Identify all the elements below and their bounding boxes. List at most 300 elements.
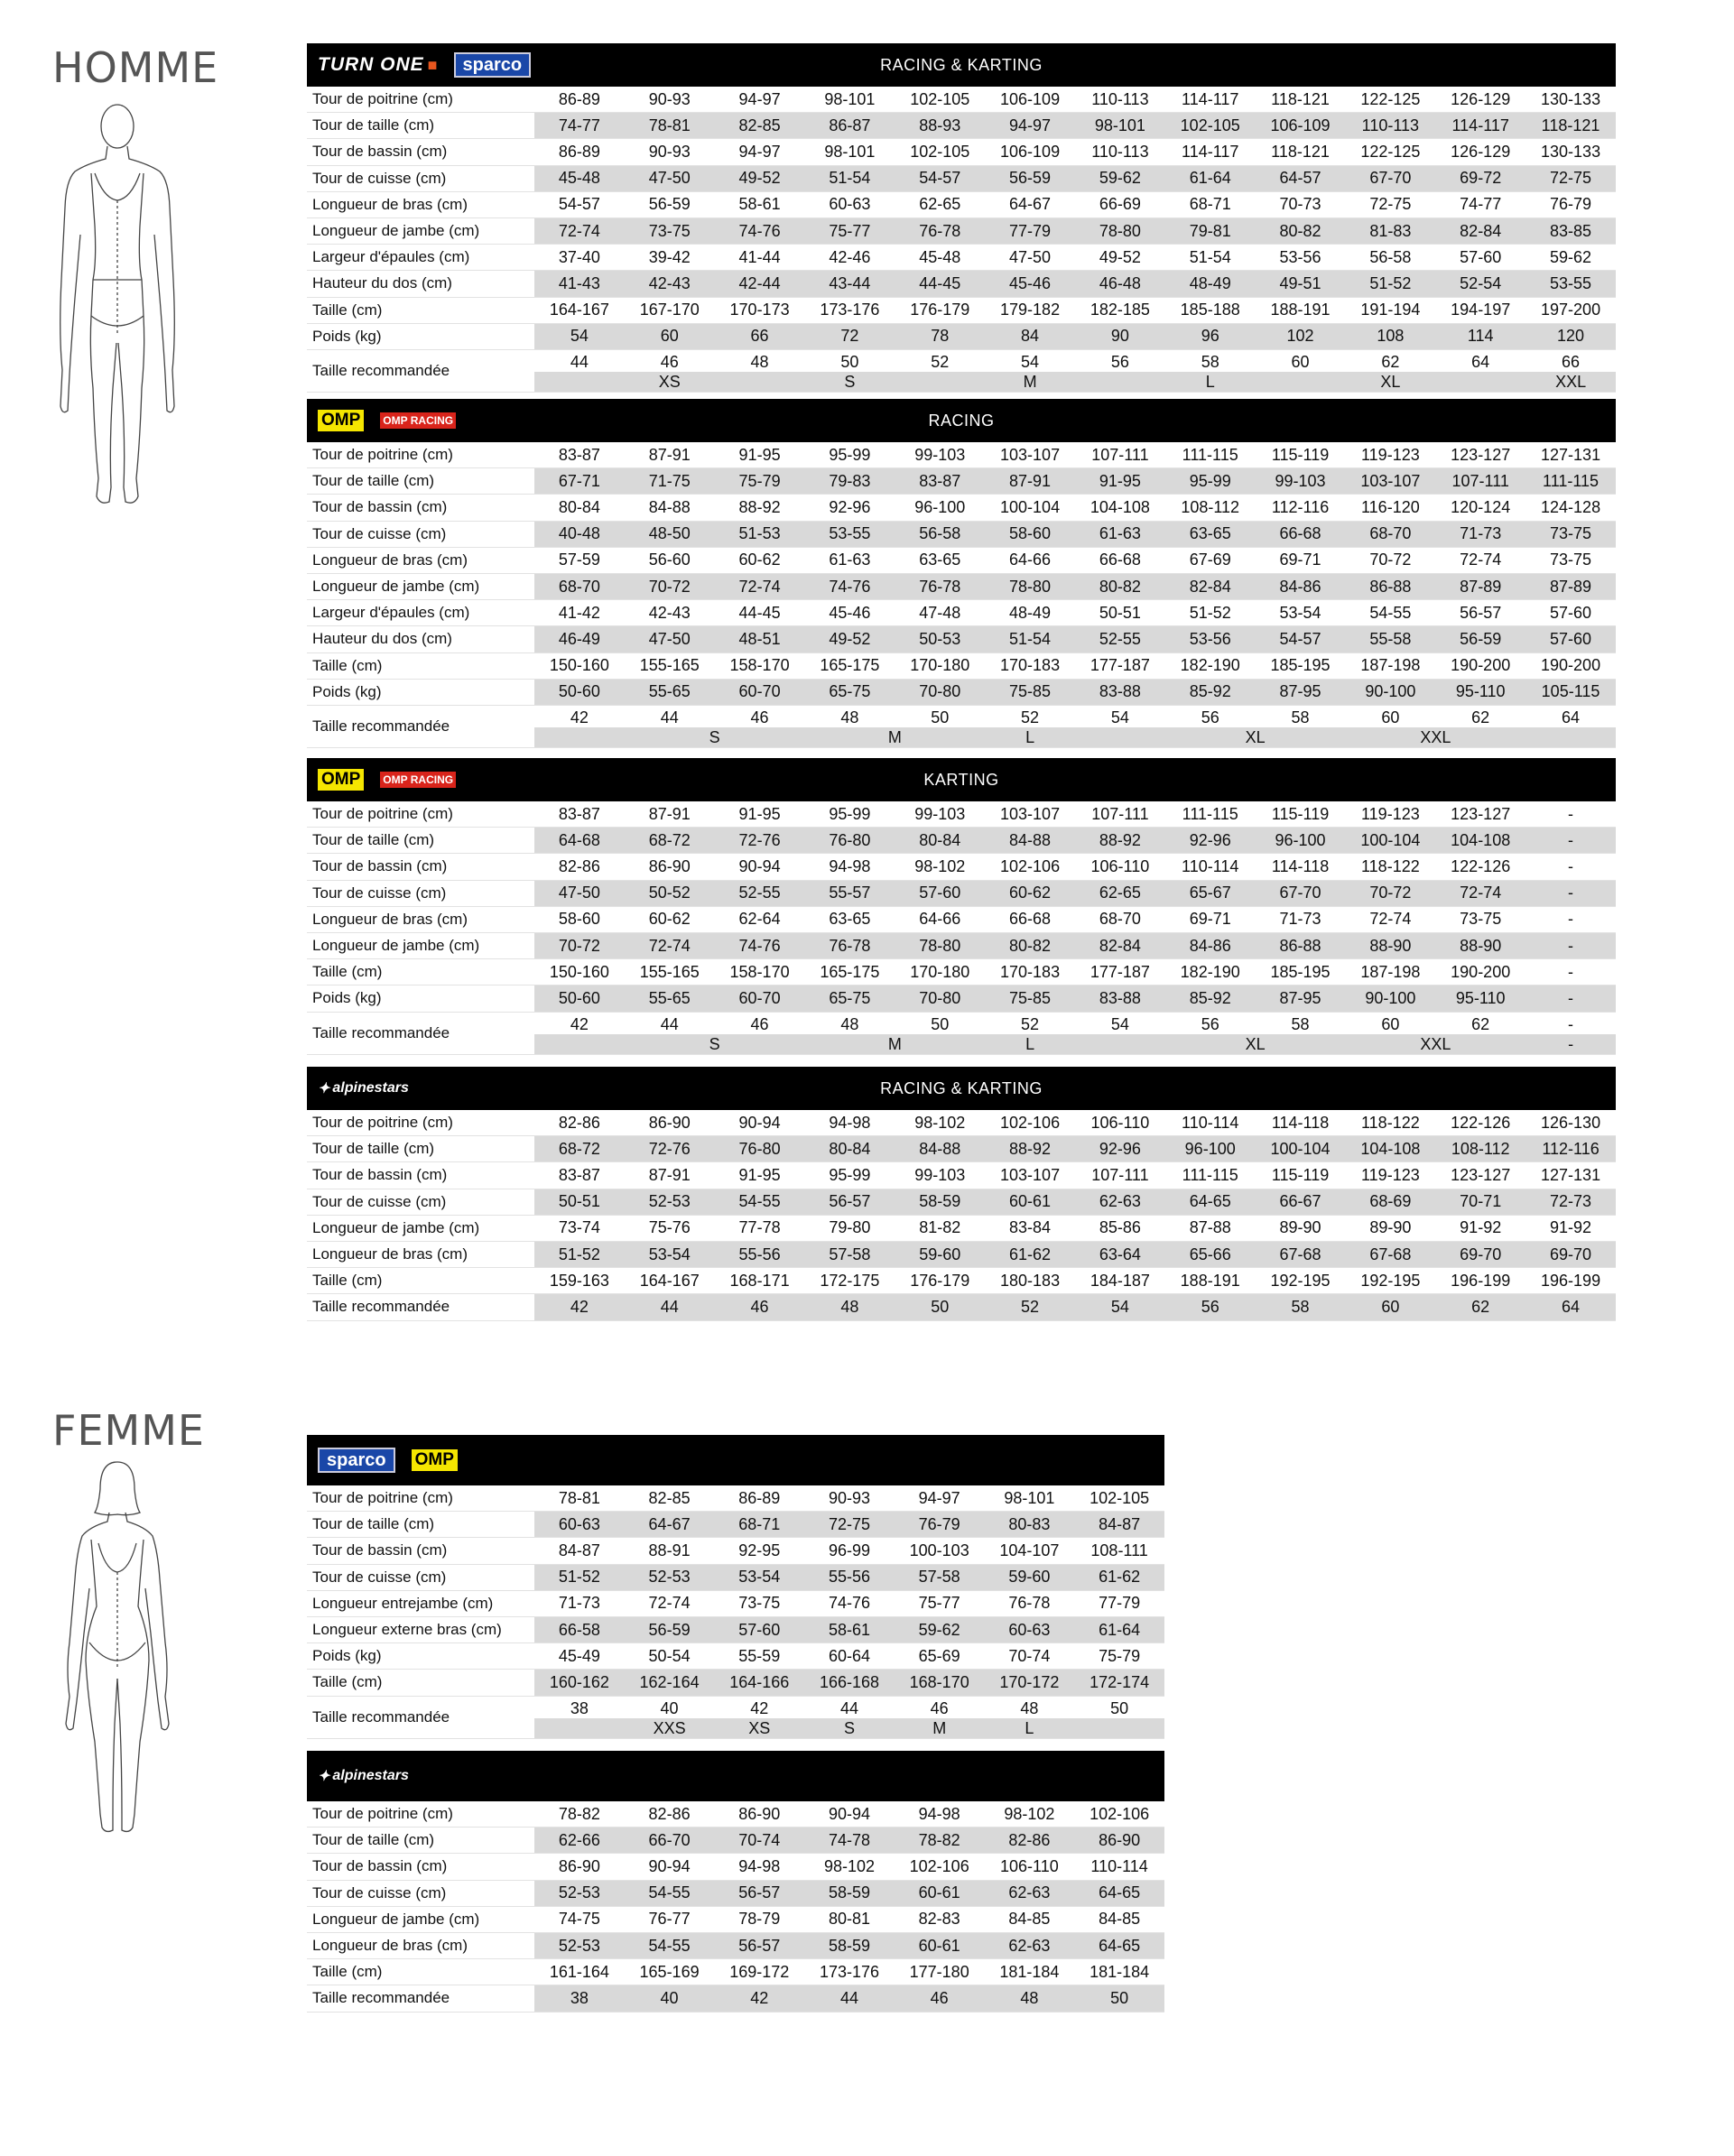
table-cell: 165-169	[625, 1959, 715, 1985]
table-cell: 106-109	[985, 139, 1075, 165]
table-cell: 64-65	[1074, 1932, 1164, 1958]
table-cell: 56-58	[1345, 245, 1435, 271]
row-label: Tour de bassin (cm)	[307, 139, 534, 165]
table-cell: 50-52	[625, 880, 715, 906]
table-row	[307, 297, 1616, 323]
row-label: Longueur de jambe (cm)	[307, 932, 534, 958]
table-cell: 95-99	[804, 442, 895, 468]
recommended-size-value: 42	[570, 708, 589, 726]
table-cell: 90-94	[715, 854, 805, 880]
letter-size: L	[1205, 372, 1215, 391]
row-label: Tour de cuisse (cm)	[307, 880, 534, 906]
table-row	[307, 985, 1616, 1012]
table-cell: 57-58	[895, 1564, 985, 1590]
table-cell: 170-183	[985, 959, 1075, 985]
recommended-size-value: 60	[1381, 708, 1400, 726]
table-cell: 83-88	[1075, 679, 1165, 705]
table-cell: 127-131	[1525, 1162, 1616, 1189]
table-cell: 58-59	[804, 1880, 895, 1906]
table-cell: 56-59	[625, 1616, 715, 1642]
alpinestars-logo	[318, 1767, 409, 1785]
table-cell: 86-89	[534, 139, 625, 165]
table-row	[307, 906, 1616, 932]
table-cell: 72-75	[1345, 191, 1435, 217]
recommended-size-value: 46	[750, 708, 769, 726]
table-cell: 50-51	[534, 1189, 625, 1215]
row-label: Taille (cm)	[307, 959, 534, 985]
table-row	[307, 1485, 1164, 1512]
table-cell: 50-51	[1075, 600, 1165, 626]
table-cell: 76-78	[985, 1590, 1075, 1616]
table-row	[307, 1136, 1616, 1162]
recommended-size-value: 62	[1471, 708, 1490, 726]
table-cell: 108-112	[1435, 1136, 1525, 1162]
table-cell: 94-97	[715, 87, 805, 113]
table-cell: 80-81	[804, 1906, 895, 1932]
table-cell: 92-95	[714, 1538, 804, 1564]
table-cell: 74-76	[715, 932, 805, 958]
table-cell: 96	[1165, 323, 1256, 349]
table-cell: 48-49	[985, 600, 1075, 626]
sparco-logo: sparco	[318, 1448, 395, 1473]
table-cell: 50	[1074, 1985, 1164, 2012]
table-cell: 70-71	[1435, 1189, 1525, 1215]
table-cell: 77-79	[985, 217, 1075, 244]
table-cell: 170-183	[985, 652, 1075, 679]
table-cell: 51-52	[1165, 600, 1256, 626]
recommended-size-value: 44	[570, 352, 589, 371]
table-cell: 64-67	[625, 1512, 715, 1538]
recommended-size-value: 58	[1291, 1014, 1310, 1033]
table-row	[307, 932, 1616, 958]
table-cell: 71-73	[1435, 521, 1525, 547]
table-cell: 190-200	[1435, 652, 1525, 679]
table-cell: 66-68	[1256, 521, 1346, 547]
table-cell: 64-66	[985, 547, 1075, 573]
table-cell: 75-77	[804, 217, 895, 244]
table-cell: 53-56	[1256, 245, 1346, 271]
table-row	[307, 547, 1616, 573]
table-cell: 66-68	[985, 906, 1075, 932]
row-label: Tour de bassin (cm)	[307, 854, 534, 880]
table-cell: 56-57	[714, 1932, 804, 1958]
table-cell: 64-68	[534, 828, 625, 854]
table-row	[307, 1932, 1164, 1958]
row-label: Taille recommandée	[307, 1985, 534, 2012]
table-row	[307, 1564, 1164, 1590]
recommended-size-value: 48	[840, 1014, 859, 1033]
table-row	[307, 1590, 1164, 1616]
table-cell: 110-114	[1165, 1110, 1256, 1136]
table-cell: 42-44	[715, 271, 805, 297]
table-cell: 83-87	[534, 442, 625, 468]
table-row	[307, 521, 1616, 547]
row-label: Tour de bassin (cm)	[307, 1854, 534, 1880]
table-cell: 53-54	[625, 1241, 715, 1267]
table-cell: 94-97	[895, 1485, 985, 1512]
table-cell: 47-50	[625, 165, 715, 191]
table-row	[307, 217, 1616, 244]
table-cell: 126-130	[1525, 1110, 1616, 1136]
table-cell: 70-80	[895, 679, 985, 705]
recommended-size-value: 62	[1381, 352, 1400, 371]
table-cell: 100-104	[1256, 1136, 1346, 1162]
table-cell: 73-75	[1525, 547, 1616, 573]
table-cell: 110-114	[1074, 1854, 1164, 1880]
table-cell: 57-60	[1435, 245, 1525, 271]
table-cell: 62	[1435, 1294, 1525, 1320]
row-label: Tour de bassin (cm)	[307, 1162, 534, 1189]
table-header	[307, 1435, 1164, 1485]
table-cell: 55-58	[1345, 626, 1435, 652]
table-cell: 52-55	[715, 880, 805, 906]
table-cell: 88-90	[1435, 932, 1525, 958]
table-cell: 122-125	[1345, 87, 1435, 113]
recommended-size-value: -	[1568, 1014, 1574, 1033]
sparco-logo: sparco	[454, 52, 532, 78]
table-cell: 102-106	[985, 1110, 1075, 1136]
table-cell: 58-59	[895, 1189, 985, 1215]
table-cell: 68-71	[714, 1512, 804, 1538]
table-cell: 53-54	[714, 1564, 804, 1590]
table-cell: 87-95	[1256, 985, 1346, 1012]
alpinestars-wordmark: alpinestars	[332, 1768, 409, 1783]
table-cell: 72-74	[1435, 547, 1525, 573]
table-cell: 196-199	[1435, 1268, 1525, 1294]
recommended-size-value: 58	[1201, 352, 1219, 371]
table-cell: 67-71	[534, 468, 625, 495]
table-cell: 54-55	[625, 1880, 715, 1906]
table-row	[307, 626, 1616, 652]
recommended-size-value: 52	[931, 352, 950, 371]
table-cell: 185-195	[1256, 652, 1346, 679]
table-cell: 100-104	[1345, 828, 1435, 854]
table-cell: 72-75	[804, 1512, 895, 1538]
table-cell: 107-111	[1075, 1162, 1165, 1189]
table-cell: 70-73	[1256, 191, 1346, 217]
table-cell: 99-103	[895, 1162, 985, 1189]
table-cell: 80-82	[1256, 217, 1346, 244]
table-cell: 103-107	[985, 1162, 1075, 1189]
table-cell: 44	[804, 1985, 895, 2012]
table-cell: 72	[804, 323, 895, 349]
table-cell: 118-121	[1256, 139, 1346, 165]
row-label: Tour de taille (cm)	[307, 828, 534, 854]
table-cell: 74-76	[804, 573, 895, 599]
table-cell: 84-85	[985, 1906, 1075, 1932]
table-cell: 64-66	[895, 906, 985, 932]
table-cell: 66-58	[534, 1616, 625, 1642]
table-cell: 48	[985, 1985, 1075, 2012]
table-cell: 71-73	[534, 1590, 625, 1616]
table-cell: 92-96	[1075, 1136, 1165, 1162]
table-cell: 61-63	[804, 547, 895, 573]
letter-size: XL	[1380, 372, 1401, 391]
table-cell: 126-129	[1435, 139, 1525, 165]
table-cell: 179-182	[985, 297, 1075, 323]
table-cell: 53-55	[804, 521, 895, 547]
table-cell: 45-46	[985, 271, 1075, 297]
table-row	[307, 1670, 1164, 1696]
table-cell: 122-125	[1345, 139, 1435, 165]
table-cell: 86-88	[1345, 573, 1435, 599]
table-cell: 66-69	[1075, 191, 1165, 217]
table-cell: 98-101	[804, 139, 895, 165]
table-cell: 82-84	[1435, 217, 1525, 244]
table-cell: 162-164	[625, 1670, 715, 1696]
table-cell: 86-90	[714, 1801, 804, 1828]
recommended-size-value: 64	[1562, 708, 1581, 726]
row-label: Tour de poitrine (cm)	[307, 1801, 534, 1828]
table-row	[307, 801, 1616, 828]
table-cell: 96-100	[1165, 1136, 1256, 1162]
letter-size: XXL	[1420, 727, 1451, 746]
table-cell: 73-75	[1435, 906, 1525, 932]
table-cell: 118-121	[1525, 113, 1616, 139]
table-cell: 65-75	[804, 985, 895, 1012]
table-cell: 164-166	[714, 1670, 804, 1696]
table-cell: 42-46	[804, 245, 895, 271]
table-cell: 82-84	[1165, 573, 1256, 599]
table-cell: 114-118	[1256, 1110, 1346, 1136]
table-row	[307, 191, 1616, 217]
table-cell: 46-48	[1075, 271, 1165, 297]
table-cell: 115-119	[1256, 442, 1346, 468]
table-cell: 62-66	[534, 1828, 625, 1854]
table-cell: 54	[534, 323, 625, 349]
table-alpinestars-homme	[307, 1067, 1616, 1321]
table-cell: 192-195	[1345, 1268, 1435, 1294]
table-cell: 84-86	[1256, 573, 1346, 599]
recommended-size-value: 46	[750, 1014, 769, 1033]
table-cell: 78	[895, 323, 985, 349]
table-cell: 87-89	[1525, 573, 1616, 599]
letter-size: M	[932, 1718, 947, 1737]
table-cell: 43-44	[804, 271, 895, 297]
table-cell: 194-197	[1435, 297, 1525, 323]
table-cell: 180-183	[985, 1268, 1075, 1294]
table-cell: 60-70	[715, 679, 805, 705]
row-label: Longueur de bras (cm)	[307, 1241, 534, 1267]
table-cell: 99-103	[1256, 468, 1346, 495]
table-cell: 188-191	[1165, 1268, 1256, 1294]
section-title-femme: FEMME	[52, 1406, 205, 1455]
table-row	[307, 271, 1616, 297]
table-cell: 75-77	[895, 1590, 985, 1616]
table-cell: 72-74	[1345, 906, 1435, 932]
table-cell: 172-174	[1074, 1670, 1164, 1696]
table-cell: 76-77	[625, 1906, 715, 1932]
table-cell: 95-110	[1435, 985, 1525, 1012]
table-cell: 67-70	[1345, 165, 1435, 191]
table-cell: 56-59	[1435, 626, 1525, 652]
table-cell: 83-87	[534, 801, 625, 828]
table-cell: 60-62	[985, 880, 1075, 906]
table-cell: 59-62	[895, 1616, 985, 1642]
table-cell: 91-95	[715, 801, 805, 828]
table-cell: 60-63	[804, 191, 895, 217]
row-label: Tour de taille (cm)	[307, 1136, 534, 1162]
table-cell: 73-75	[714, 1590, 804, 1616]
table-row	[307, 600, 1616, 626]
table-cell: 114-117	[1165, 139, 1256, 165]
table-cell: 76-78	[804, 932, 895, 958]
recommended-size-label: Taille recommandée	[307, 1696, 534, 1738]
table-cell: 84-87	[534, 1538, 625, 1564]
table-cell: 48-49	[1165, 271, 1256, 297]
table-cell: 90-94	[625, 1854, 715, 1880]
table-row	[307, 573, 1616, 599]
table-cell: 85-86	[1075, 1215, 1165, 1241]
table-cell: 64	[1525, 1294, 1616, 1320]
table-cell: 62-65	[895, 191, 985, 217]
row-label: Longueur de jambe (cm)	[307, 1215, 534, 1241]
row-label: Tour de taille (cm)	[307, 113, 534, 139]
row-label: Tour de cuisse (cm)	[307, 1564, 534, 1590]
alpinestars-star-icon: ✦	[318, 1081, 330, 1097]
table-cell: 61-62	[985, 1241, 1075, 1267]
table-cell: -	[1525, 959, 1616, 985]
table-cell: 94-98	[804, 1110, 895, 1136]
table-cell: 83-84	[985, 1215, 1075, 1241]
table-cell: 84-88	[985, 828, 1075, 854]
row-label: Poids (kg)	[307, 679, 534, 705]
table-cell: 164-167	[625, 1268, 715, 1294]
table-row	[307, 1268, 1616, 1294]
size-table	[307, 801, 1616, 1055]
table-cell: 60-64	[804, 1643, 895, 1670]
recommended-size-value: 64	[1471, 352, 1490, 371]
table-cell: 106-109	[985, 87, 1075, 113]
table-cell: 182-185	[1075, 297, 1165, 323]
recommended-size-value: 50	[931, 1014, 950, 1033]
letter-size: S	[844, 372, 856, 391]
table-cell: 76-80	[804, 828, 895, 854]
table-cell: 119-123	[1345, 1162, 1435, 1189]
table-cell: 91-95	[715, 442, 805, 468]
table-cell: 46	[715, 1294, 805, 1320]
table-cell: 98-102	[804, 1854, 895, 1880]
table-header	[307, 758, 1616, 801]
table-cell: -	[1525, 828, 1616, 854]
female-body-figure	[50, 1453, 185, 1841]
table-cell: 80-83	[985, 1512, 1075, 1538]
recommended-size-row	[307, 1012, 1616, 1034]
table-omp-karting	[307, 758, 1616, 1055]
table-cell: 59-60	[985, 1564, 1075, 1590]
table-cell: 69-70	[1435, 1241, 1525, 1267]
table-cell: 60-63	[985, 1616, 1075, 1642]
table-cell: 176-179	[895, 297, 985, 323]
table-cell: 52-53	[534, 1932, 625, 1958]
table-cell: 57-59	[534, 547, 625, 573]
table-cell: 68-69	[1345, 1189, 1435, 1215]
table-row	[307, 442, 1616, 468]
table-cell: 111-115	[1165, 1162, 1256, 1189]
table-cell: 170-173	[715, 297, 805, 323]
row-label: Tour de poitrine (cm)	[307, 801, 534, 828]
table-cell: 66	[715, 323, 805, 349]
table-cell: 155-165	[625, 652, 715, 679]
table-cell: 107-111	[1075, 442, 1165, 468]
table-cell: 165-175	[804, 959, 895, 985]
table-cell: 118-122	[1345, 1110, 1435, 1136]
table-cell: 112-116	[1525, 1136, 1616, 1162]
size-table	[307, 87, 1616, 393]
table-cell: 85-92	[1165, 679, 1256, 705]
table-cell: 68-71	[1165, 191, 1256, 217]
table-cell: 107-111	[1075, 801, 1165, 828]
table-cell: 42	[534, 1294, 625, 1320]
table-cell: 177-187	[1075, 652, 1165, 679]
table-row	[307, 652, 1616, 679]
table-cell: 177-180	[895, 1959, 985, 1985]
row-label: Tour de cuisse (cm)	[307, 165, 534, 191]
table-cell: 44	[625, 1294, 715, 1320]
table-title: RACING	[928, 412, 995, 430]
table-cell: 69-70	[1525, 1241, 1616, 1267]
table-cell: 100-104	[985, 495, 1075, 521]
row-label: Taille (cm)	[307, 297, 534, 323]
table-cell: -	[1525, 932, 1616, 958]
row-label: Poids (kg)	[307, 1643, 534, 1670]
table-cell: 47-48	[895, 600, 985, 626]
table-cell: 127-131	[1525, 442, 1616, 468]
table-row	[307, 1854, 1164, 1880]
table-cell: 52-53	[625, 1189, 715, 1215]
recommended-size-value: 42	[570, 1014, 589, 1033]
row-label: Tour de cuisse (cm)	[307, 521, 534, 547]
letter-size: M	[887, 1034, 902, 1053]
table-cell: 42	[714, 1985, 804, 2012]
table-cell: 191-194	[1345, 297, 1435, 323]
table-cell: 108	[1345, 323, 1435, 349]
table-cell: 95-99	[1165, 468, 1256, 495]
recommended-size-value: 38	[570, 1698, 589, 1717]
table-cell: 170-180	[895, 959, 985, 985]
size-table	[307, 442, 1616, 748]
table-cell: 116-120	[1345, 495, 1435, 521]
table-cell: 181-184	[985, 1959, 1075, 1985]
table-row	[307, 495, 1616, 521]
table-cell: 83-87	[895, 468, 985, 495]
table-cell: 55-59	[714, 1643, 804, 1670]
table-cell: 91-95	[715, 1162, 805, 1189]
table-cell: 54	[1075, 1294, 1165, 1320]
table-cell: 65-75	[804, 679, 895, 705]
recommended-size-label: Taille recommandée	[307, 349, 534, 392]
table-cell: 82-84	[1075, 932, 1165, 958]
table-cell: 159-163	[534, 1268, 625, 1294]
table-cell: 98-101	[1075, 113, 1165, 139]
table-cell: 106-109	[1256, 113, 1346, 139]
row-label: Longueur de bras (cm)	[307, 1932, 534, 1958]
table-cell: 78-80	[895, 932, 985, 958]
table-cell: 80-84	[804, 1136, 895, 1162]
table-cell: 50-54	[625, 1643, 715, 1670]
table-cell: 57-60	[1525, 626, 1616, 652]
table-cell: 77-79	[1074, 1590, 1164, 1616]
table-cell: 130-133	[1525, 139, 1616, 165]
alpinestars-star-icon: ✦	[318, 1769, 330, 1784]
table-cell: 56	[1165, 1294, 1256, 1320]
recommended-size-row	[307, 349, 1616, 372]
table-cell: 54-55	[625, 1932, 715, 1958]
table-row	[307, 323, 1616, 349]
table-cell: 112-116	[1256, 495, 1346, 521]
table-cell: 50-53	[895, 626, 985, 652]
table-cell: 86-87	[804, 113, 895, 139]
